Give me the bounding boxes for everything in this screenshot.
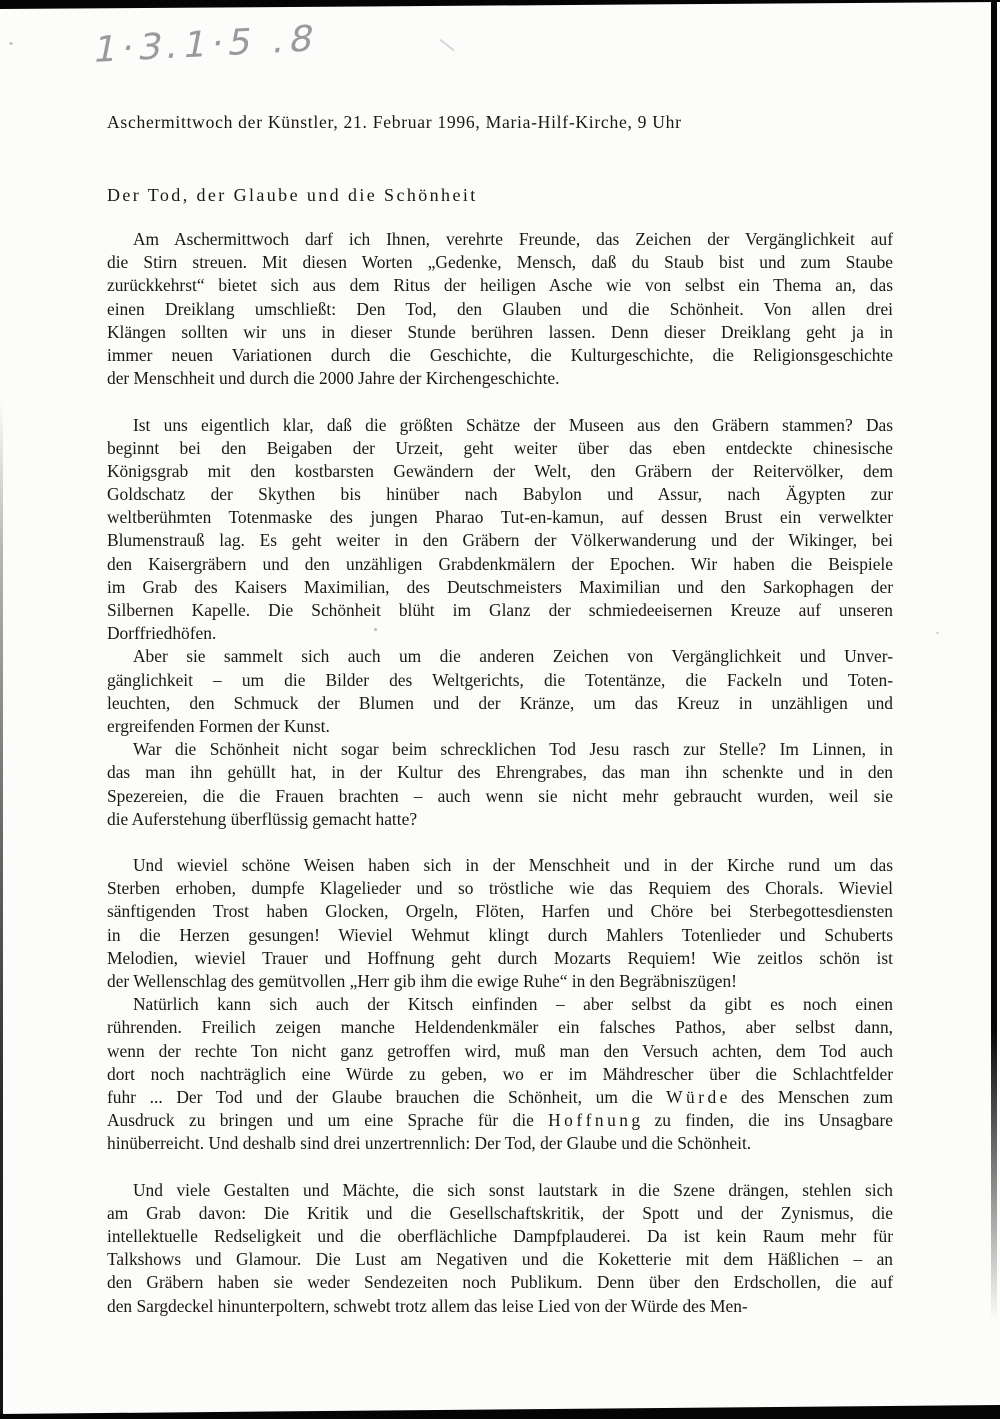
text-line: am Grab davon: Die Kritik und die Gesellschaftskritik, der Spott und der Zynismus, die	[107, 1202, 893, 1223]
text-line: Natürlich kann sich auch der Kitsch einfinden – aber selbst da gibt es noch einen	[133, 994, 893, 1015]
scan-edge-left	[0, 400, 3, 1419]
text-line: Und wieviel schöne Weisen haben sich in der Menschheit und in der Kirche rund um das	[133, 855, 893, 876]
text-line: sänftigenden Trost haben Glocken, Orgeln, Flöten, Harfen und Chöre bei Sterbegottesdiensten	[107, 901, 893, 922]
text-line: Und viele Gestalten und Mächte, die sich sonst lautstark in die Szene drängen, stehlen sich	[133, 1179, 893, 1200]
text-line: zurückkehrst“ bietet sich aus dem Ritus der heiligen Asche wie von selbst ein Thema an, das	[107, 275, 893, 296]
text-line: ergreifenden Formen der Kunst.	[107, 715, 330, 736]
paragraph	[107, 993, 893, 1155]
scan-speck	[9, 42, 13, 45]
text-line: Aber sie sammelt sich auch um die anderen Zeichen von Vergänglichkeit und Unver-	[133, 646, 893, 667]
text-line: die Stirn streuen. Mit diesen Worten „Gedenke, Mensch, daß du Staub bist und zum Staube	[107, 252, 893, 273]
text-line: wenn der rechte Ton nicht ganz getroffen wird, muß man den Versuch achten, dem Tod auch	[107, 1040, 893, 1061]
text-line: Talkshows und Glamour. Die Lust am Negativen und die Koketterie mit dem Häßlichen – an	[107, 1249, 893, 1270]
scan-edge-bottom	[0, 1401, 1000, 1419]
scan-edge-top	[0, 0, 1000, 10]
paragraph	[107, 854, 893, 993]
text-line: Blumenstrauß lag. Es geht weiter in den Gräbern der Völkerwanderung und der Wikinger, bei	[107, 530, 893, 551]
handwritten-note: 1·3.1·5 .8	[89, 18, 323, 71]
text-line: Ist uns eigentlich klar, daß die größten Schätze der Museen aus den Gräbern stammen? Das	[133, 414, 893, 435]
text-line: immer neuen Variationen durch die Geschichte, die Kulturgeschichte, die Religionsgeschichte	[107, 344, 893, 365]
text-body	[107, 228, 893, 1318]
text-line: dort noch nachträglich eine Würde zu geben, wo er im Mähdrescher über die Schlachtfelder	[107, 1063, 893, 1084]
document-header: Aschermittwoch der Künstler, 21. Februar 1996, Maria-Hilf-Kirche, 9 Uhr	[107, 112, 682, 132]
text-line: in die Herzen gesungen! Wieviel Wehmut klingt durch Mahlers Totenlieder und Schuberts	[107, 924, 893, 945]
text-line: im Grab des Kaisers Maximilian, des Deutschmeisters Maximilian und den Sarkophagen der	[107, 576, 893, 597]
text-line: Ausdruck zu bringen und um eine Sprache für die H o f f n u n g zu finden, die ins Unsagbare	[107, 1110, 893, 1131]
text-line: der Menschheit und durch die 2000 Jahre der Kirchengeschichte.	[107, 368, 560, 389]
text-line: gänglichkeit – um die Bilder des Weltgerichts, die Totentänze, die Fackeln und Toten-	[107, 669, 893, 690]
text-line: Dorffriedhöfen.	[107, 623, 217, 644]
text-line: intellektuelle Redseligkeit und die oberflächliche Dampfplauderei. Da ist kein Raum mehr für	[107, 1226, 893, 1247]
text-line: das man ihn gehüllt hat, in der Kultur des Ehrengrabes, das man ihn schenkte und in den	[107, 762, 893, 783]
text-line: War die Schönheit nicht sogar beim schrecklichen Tod Jesu rasch zur Stelle? Im Linnen, in	[133, 739, 893, 760]
text-line: der Wellenschlag des gemütvollen „Herr gib ihm die ewige Ruhe“ in den Begräbniszügen!	[107, 971, 737, 991]
scan-edge-right	[991, 0, 997, 1320]
text-line: beginnt bei den Beigaben der Urzeit, geht weiter über das eben entdeckte chinesische	[107, 437, 893, 458]
page-title: Der Tod, der Glaube und die Schönheit	[107, 185, 478, 205]
text-line: Melodien, wieviel Trauer und Hoffnung geht durch Mozarts Requiem! Wie zeitlos schön ist	[107, 947, 893, 968]
text-line: den Kaisergräbern und den unzähligen Grabdenkmälern der Epochen. Wir haben die Beispiele	[107, 553, 893, 574]
paragraph	[107, 645, 893, 738]
scan-speck	[439, 39, 454, 52]
text-line: hinüberreicht. Und deshalb sind drei unzertrennlich: Der Tod, der Glaube und die Schönheit.	[107, 1133, 752, 1154]
text-line: weltberühmten Totenmaske des jungen Pharao Tut-en-kamun, auf dessen Brust ein verwelkter	[107, 507, 893, 528]
paragraph	[107, 1179, 893, 1318]
text-line: den Sargdeckel hinunterpoltern, schwebt trotz allem das leise Lied von der Würde des Men-	[107, 1295, 748, 1316]
text-line: rührenden. Freilich zeigen manche Heldendenkmäler ein falsches Pathos, aber selbst dann,	[107, 1017, 893, 1038]
text-line: einen Dreiklang umschließt: Den Tod, den Glauben und die Schönheit. Von allen drei	[107, 298, 893, 319]
paragraph	[107, 228, 893, 390]
text-line: Goldschatz der Skythen bis hinüber nach Babylon und Assur, nach Ägypten zur	[107, 484, 893, 505]
text-line: die Auferstehung überflüssig gemacht hatte?	[107, 808, 418, 829]
text-line: Am Aschermittwoch darf ich Ihnen, verehrte Freunde, das Zeichen der Vergänglichkeit auf	[133, 229, 893, 249]
text-line: Klängen sollten wir uns in dieser Stunde berühren lassen. Denn dieser Dreiklang geht ja in	[107, 321, 893, 342]
text-line: den Gräbern haben sie weder Sendezeiten noch Publikum. Denn über den Erdschollen, die auf	[107, 1272, 893, 1293]
text-line: Sterben erhoben, dumpfe Klagelieder und so tröstliche wie das Requiem des Chorals. Wieviel	[107, 878, 893, 899]
text-line: Spezereien, die die Frauen brachten – auch wenn sie nicht mehr gebraucht wurden, weil sie	[107, 785, 893, 806]
scan-speck	[936, 632, 939, 634]
text-line: Silbernen Kapelle. Die Schönheit blüht im Glanz der schmiedeeisernen Kreuze auf unseren	[107, 600, 893, 620]
text-line: fuhr ... Der Tod und der Glaube brauchen die Schönheit, um die W ü r d e des Menschen zum	[107, 1086, 893, 1107]
paragraph	[107, 738, 893, 831]
paragraph	[107, 414, 893, 646]
text-line: Königsgrab mit den kostbarsten Gewändern der Welt, den Gräbern der Reitervölker, dem	[107, 460, 893, 481]
text-line: leuchten, den Schmuck der Blumen und der Kränze, um das Kreuz in unzähligen und	[107, 692, 893, 713]
